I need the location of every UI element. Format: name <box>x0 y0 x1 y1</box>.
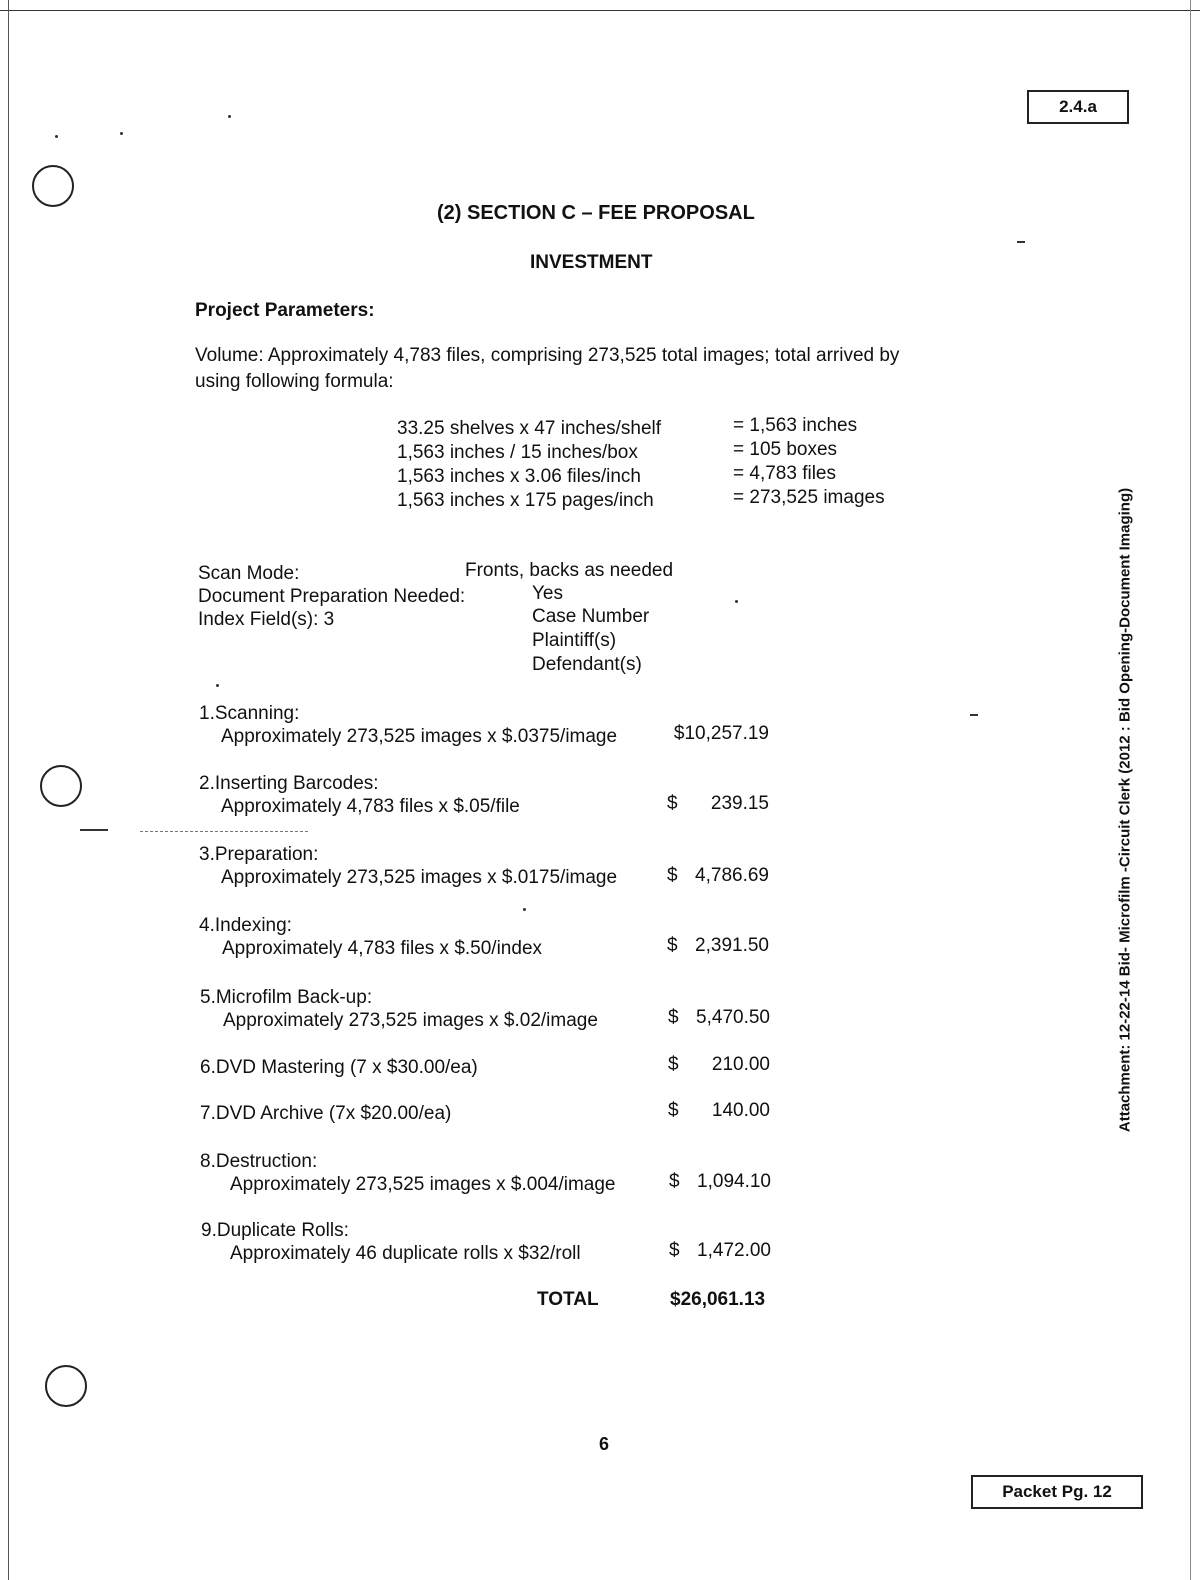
currency-sign: $ <box>668 1054 679 1075</box>
scan-mode-value: Fronts, backs as needed <box>465 560 674 581</box>
page-title: (2) SECTION C – FEE PROPOSAL <box>437 202 755 224</box>
line-item-detail: Approximately 273,525 images x $.004/image <box>230 1174 616 1195</box>
line-item-title: 1.Scanning: <box>199 703 300 724</box>
line-item-detail: Approximately 273,525 images x $.0175/image <box>221 867 618 888</box>
stray-mark <box>80 829 108 831</box>
formula-result: = 273,525 images <box>733 487 885 508</box>
line-item-amount <box>668 1099 770 1122</box>
amount-value: 2,391.50 <box>695 935 769 956</box>
line-item-title: 5.Microfilm Back-up: <box>200 987 373 1008</box>
speck-mark <box>55 135 58 138</box>
formula-expression: 1,563 inches x 175 pages/inch <box>397 490 654 511</box>
line-item-amount <box>667 934 769 957</box>
line-item-amount <box>669 1170 771 1193</box>
amount-value: 140.00 <box>711 1100 770 1121</box>
line-item-detail: Approximately 4,783 files x $.50/index <box>222 938 543 959</box>
line-item-title: 2.Inserting Barcodes: <box>199 773 379 794</box>
scan-edge-left <box>8 0 9 1580</box>
index-value: Defendant(s) <box>532 654 642 675</box>
formula-result: = 4,783 files <box>733 463 836 484</box>
amount-value: 1,472.00 <box>697 1240 771 1261</box>
total-amount: $26,061.13 <box>670 1289 766 1310</box>
currency-sign: $ <box>668 1100 679 1121</box>
line-item-title: 9.Duplicate Rolls: <box>201 1220 349 1241</box>
amount-value: 1,094.10 <box>697 1171 771 1192</box>
page-subtitle: INVESTMENT <box>530 252 653 273</box>
line-item-amount <box>667 864 769 887</box>
index-value: Plaintiff(s) <box>532 630 617 651</box>
scan-edge-top <box>0 10 1200 11</box>
index-value: Case Number <box>532 606 650 627</box>
line-item-detail: Approximately 273,525 images x $.02/image <box>223 1010 598 1031</box>
total-label: TOTAL <box>537 1289 599 1310</box>
line-item-title: 7.DVD Archive (7x $20.00/ea) <box>200 1103 452 1124</box>
speck-mark <box>216 684 219 687</box>
amount-value: $10,257.19 <box>673 723 769 744</box>
prep-value: Yes <box>532 583 563 604</box>
speck-mark <box>735 600 738 603</box>
stray-mark <box>140 831 308 832</box>
scan-edge-right <box>1190 0 1191 1580</box>
section-heading: Project Parameters: <box>195 300 375 321</box>
line-item-amount <box>668 1053 770 1076</box>
currency-sign: $ <box>667 865 678 886</box>
formula-result: = 105 boxes <box>733 439 838 460</box>
line-item-detail: Approximately 4,783 files x $.05/file <box>221 796 520 817</box>
line-item-detail: Approximately 273,525 images x $.0375/image <box>221 726 618 747</box>
amount-value: 210.00 <box>711 1054 770 1075</box>
line-item-title: 3.Preparation: <box>199 844 319 865</box>
speck-mark <box>120 132 123 135</box>
punch-hole-icon <box>40 765 82 807</box>
currency-sign: $ <box>669 1171 680 1192</box>
speck-mark <box>228 115 231 118</box>
currency-sign: $ <box>668 1007 679 1028</box>
volume-text: Volume: Approximately 4,783 files, comprising 273,525 total images; total arrived by <box>195 345 900 366</box>
punch-hole-icon <box>32 165 74 207</box>
formula-expression: 1,563 inches x 3.06 files/inch <box>397 466 641 487</box>
line-item-amount <box>668 1006 770 1029</box>
speck-mark <box>970 714 978 716</box>
formula-expression: 1,563 inches / 15 inches/box <box>397 442 638 463</box>
line-item-amount <box>669 1239 771 1262</box>
amount-value: 4,786.69 <box>695 865 769 886</box>
packet-page-badge: Packet Pg. 12 <box>971 1475 1143 1509</box>
attachment-badge: 2.4.a <box>1027 90 1129 124</box>
line-item-title: 6.DVD Mastering (7 x $30.00/ea) <box>200 1057 478 1078</box>
currency-sign: $ <box>669 1240 680 1261</box>
line-item-amount <box>667 722 769 745</box>
volume-text: using following formula: <box>195 371 394 392</box>
formula-result: = 1,563 inches <box>733 415 858 436</box>
currency-sign: $ <box>667 793 678 814</box>
attachment-side-text: Attachment: 12-22-14 Bid- Microfilm -Circuit Clerk (2012 : Bid Opening-Document Imaging) <box>1116 487 1134 1133</box>
punch-hole-icon <box>45 1365 87 1407</box>
amount-value: 5,470.50 <box>696 1007 770 1028</box>
scan-mode-label: Scan Mode: <box>198 563 300 584</box>
speck-mark <box>1017 241 1025 243</box>
line-item-amount <box>667 792 769 815</box>
line-item-title: 8.Destruction: <box>200 1151 318 1172</box>
line-item-detail: Approximately 46 duplicate rolls x $32/roll <box>230 1243 581 1264</box>
line-item-title: 4.Indexing: <box>199 915 292 936</box>
prep-label: Document Preparation Needed: <box>198 586 466 607</box>
page-number: 6 <box>599 1434 610 1454</box>
currency-sign: $ <box>667 935 678 956</box>
index-label: Index Field(s): 3 <box>198 609 335 630</box>
speck-mark <box>523 908 526 911</box>
amount-value: 239.15 <box>710 793 769 814</box>
formula-expression: 33.25 shelves x 47 inches/shelf <box>397 418 662 439</box>
